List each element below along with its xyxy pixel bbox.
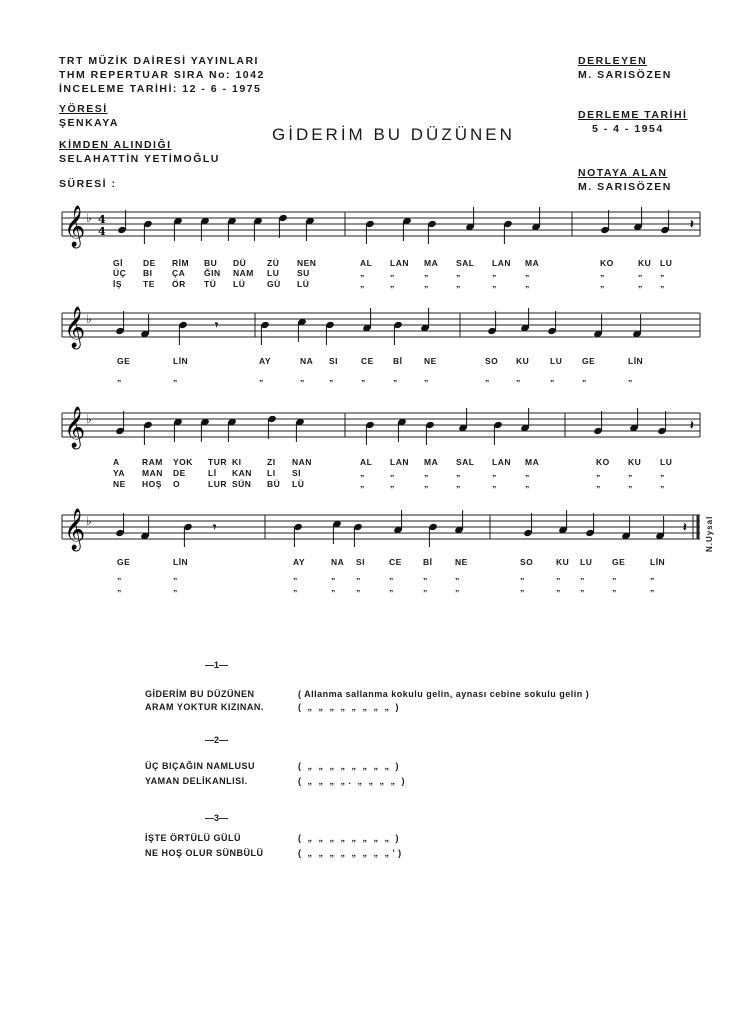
lyric-syllable: LAN [390,457,409,467]
lyric-syllable: LİN [173,557,189,567]
lyric-syllable: „ [492,268,497,278]
lyric-syllable: „ [650,571,655,581]
lyric-syllable: YA [113,468,126,478]
lyric-syllable: „ [389,583,394,593]
lyric-syllable: „ [456,279,461,289]
lyric-syllable: „ [360,279,365,289]
lyric-syllable: KI [232,457,242,467]
compiler-value: M. SARISÖZEN [578,69,672,81]
lyric-syllable: CE [389,557,402,567]
lyric-syllable: „ [360,468,365,478]
lyric-syllable: Bİ [393,356,403,366]
lyric-syllable: RAM [142,457,163,467]
lyric-syllable: ĞIN [204,268,221,278]
lyric-syllable: „ [259,373,264,383]
lyric-syllable: ZI [267,457,276,467]
lyric-syllable: ZÜ [267,258,280,268]
lyric-syllable: MA [525,258,540,268]
lyric-syllable: „ [393,373,398,383]
lyric-syllable: „ [596,468,601,478]
lyric-syllable: „ [525,468,530,478]
verse-text: ÜÇ BIÇAĞIN NAMLUSU [145,761,255,771]
rest-symbol: 𝄽 [690,217,694,231]
verse-number: —1— [205,660,229,670]
verse-text: ( „ „ „ „ „ „ „ „ ' ) [298,848,402,858]
verse-text: NE HOŞ OLUR SÜNBÜLÜ [145,848,264,858]
lyric-syllable: „ [456,268,461,278]
lyric-syllable: „ [660,279,665,289]
verse-text: ( „ „ „ „ „ „ „ „ ) [298,833,400,843]
lyric-syllable: SI [292,468,302,478]
lyric-syllable: LÜ [297,279,310,289]
lyric-syllable: „ [612,583,617,593]
verse-number: —2— [205,735,229,745]
lyric-syllable: SAL [456,457,475,467]
treble-clef: 𝄞 [64,206,86,247]
lyric-syllable: „ [424,268,429,278]
source-value: SELAHATTİN YETİMOĞLU [59,153,220,165]
lyric-syllable: „ [331,571,336,581]
lyric-syllable: „ [361,373,366,383]
lyric-syllable: „ [360,479,365,489]
lyric-syllable: GE [582,356,596,366]
lyric-syllable: „ [660,479,665,489]
lyric-syllable: GE [117,356,131,366]
lyric-syllable: KAN [232,468,252,478]
lyric-syllable: „ [455,571,460,581]
lyric-syllable: „ [424,279,429,289]
lyric-syllable: LU [550,356,563,366]
lyric-syllable: „ [516,373,521,383]
lyric-syllable: İŞ [113,279,123,289]
lyric-syllable: LI [267,468,276,478]
lyric-syllable: LİN [650,557,666,567]
lyric-syllable: MA [424,258,439,268]
lyric-syllable: NA [300,356,314,366]
rest-symbol: 𝄾 [215,318,219,332]
lyric-syllable: DE [173,468,186,478]
lyric-syllable: ÜÇ [113,268,127,278]
lyric-syllable: LÜ [233,279,246,289]
lyric-syllable: NE [455,557,468,567]
duration-label: SÜRESİ : [59,178,117,190]
lyric-syllable: KO [596,457,610,467]
verse-text: GİDERİM BU DÜZÜNEN [145,689,255,699]
lyric-syllable: LU [267,268,280,278]
lyric-syllable: SO [520,557,534,567]
compiler-label: DERLEYEN [578,55,648,67]
key-flat: ♭ [86,412,92,426]
lyric-syllable: KU [628,457,642,467]
treble-clef: 𝄞 [64,509,86,550]
lyric-syllable: MA [424,457,439,467]
verse-text: ( Allanma sallanma kokulu gelin, aynası cebine sokulu gelin ) [298,689,590,699]
lyric-syllable: NE [113,479,126,489]
lyric-syllable: Lİ [208,468,217,478]
lyric-syllable: „ [117,373,122,383]
lyric-syllable: „ [424,468,429,478]
lyric-syllable: Bİ [423,557,433,567]
lyric-syllable: „ [331,583,336,593]
region-value: ŞENKAYA [59,117,119,129]
lyric-syllable: „ [300,373,305,383]
notation-label: NOTAYA ALAN [578,167,668,179]
lyric-syllable: „ [520,583,525,593]
lyric-syllable: „ [293,571,298,581]
lyric-syllable: „ [492,479,497,489]
lyric-syllable: „ [424,479,429,489]
lyric-syllable: NAM [233,268,254,278]
lyric-syllable: „ [492,279,497,289]
lyric-syllable: AY [259,356,272,366]
time-signature-top: 4 [98,213,106,226]
verse-text: ( „ „ „ „ „ „ „ „ ) [298,702,400,712]
lyric-syllable: „ [580,583,585,593]
lyric-syllable: „ [117,571,122,581]
key-flat: ♭ [86,312,92,326]
source-label: KİMDEN ALINDIĞI [59,139,172,151]
lyric-syllable: NE [424,356,437,366]
lyric-syllable: „ [628,479,633,489]
lyric-syllable: „ [525,268,530,278]
lyric-syllable: „ [638,268,643,278]
lyric-syllable: „ [423,571,428,581]
treble-clef: 𝄞 [64,307,86,348]
lyric-syllable: „ [628,373,633,383]
lyric-syllable: „ [520,571,525,581]
lyric-syllable: „ [173,571,178,581]
lyric-syllable: „ [485,373,490,383]
compile-date-value: 5 - 4 - 1954 [592,123,664,135]
review-date: İNCELEME TARİHİ: 12 - 6 - 1975 [59,83,262,95]
lyric-syllable: NA [331,557,345,567]
lyric-syllable: GÜ [267,279,281,289]
time-signature-bottom: 4 [98,225,106,238]
key-flat: ♭ [86,514,92,528]
lyric-syllable: LİN [628,356,644,366]
lyric-syllable: „ [556,583,561,593]
verse-number: —3— [205,813,229,823]
lyric-syllable: SI [356,557,366,567]
lyric-syllable: „ [329,373,334,383]
lyric-syllable: LU [660,457,673,467]
lyric-syllable: „ [456,468,461,478]
lyric-syllable: DÜ [233,258,247,268]
verse-text: İŞTE ÖRTÜLÜ GÜLÜ [145,833,241,843]
lyric-syllable: „ [550,373,555,383]
lyric-syllable: ÖR [172,279,186,289]
lyric-syllable: RİM [172,258,190,268]
lyric-syllable: MAN [142,468,163,478]
lyric-syllable: LİN [173,356,189,366]
key-flat: ♭ [86,211,92,225]
lyric-syllable: LAN [390,258,409,268]
lyric-syllable: „ [600,279,605,289]
lyric-syllable: LU [580,557,593,567]
lyric-syllable: SO [485,356,499,366]
lyric-syllable: „ [456,479,461,489]
lyric-syllable: „ [455,583,460,593]
lyric-syllable: LÜ [292,479,305,489]
notation-value: M. SARISÖZEN [578,181,672,193]
lyric-syllable: AL [360,258,373,268]
lyric-syllable: „ [628,468,633,478]
lyric-syllable: MA [525,457,540,467]
lyric-syllable: TUR [208,457,227,467]
lyric-syllable: GE [612,557,626,567]
lyric-syllable: HOŞ [142,479,162,489]
verse-text: YAMAN DELİKANLISI. [145,776,248,786]
compile-date-label: DERLEME TARİHİ [578,109,688,121]
lyric-syllable: KU [556,557,570,567]
lyric-syllable: „ [638,279,643,289]
lyric-syllable: „ [650,583,655,593]
lyric-syllable: LU [660,258,673,268]
treble-clef: 𝄞 [64,407,86,448]
lyric-syllable: DE [143,258,156,268]
lyric-syllable: „ [173,373,178,383]
lyric-syllable: „ [596,479,601,489]
rest-symbol: 𝄾 [213,520,217,534]
verse-text: ARAM YOKTUR KIZINAN. [145,702,264,712]
rest-symbol: 𝄽 [690,418,694,432]
lyric-syllable: KU [638,258,652,268]
lyric-syllable: „ [390,479,395,489]
lyric-syllable: AY [293,557,306,567]
lyric-syllable: KU [516,356,530,366]
verse-text: ( „ „ „ „ „ „ „ „ ) [298,761,400,771]
lyric-syllable: BÜ [267,479,281,489]
lyric-syllable: „ [556,571,561,581]
lyric-syllable: NAN [292,457,312,467]
lyric-syllable: „ [424,373,429,383]
lyric-syllable: AL [360,457,373,467]
lyric-syllable: „ [525,479,530,489]
lyric-syllable: „ [660,268,665,278]
lyric-syllable: CE [361,356,374,366]
lyric-syllable: „ [525,279,530,289]
lyric-syllable: „ [390,268,395,278]
lyric-syllable: O [173,479,181,489]
lyric-syllable: BU [204,258,218,268]
repertoire-number: THM REPERTUAR SIRA No: 1042 [59,69,265,81]
verse-text: ( „ „ „ „ . „ „ „ „ ) [298,776,406,786]
lyric-syllable: „ [356,571,361,581]
lyric-syllable: Gİ [113,258,123,268]
lyric-syllable: „ [293,583,298,593]
lyric-syllable: SÜN [232,479,252,489]
lyric-syllable: YOK [173,457,193,467]
lyric-syllable: „ [612,571,617,581]
lyric-syllable: SAL [456,258,475,268]
rest-symbol: 𝄽 [683,520,687,534]
lyric-syllable: „ [356,583,361,593]
lyric-syllable: „ [117,583,122,593]
lyric-syllable: TÜ [204,279,217,289]
publisher-line: TRT MÜZİK DAİRESİ YAYINLARI [59,55,259,67]
lyric-syllable: SU [297,268,310,278]
lyric-syllable: LUR [208,479,227,489]
lyric-syllable: „ [389,571,394,581]
lyric-syllable: „ [390,468,395,478]
lyric-syllable: A [113,457,120,467]
lyric-syllable: „ [173,583,178,593]
lyric-syllable: LAN [492,457,511,467]
copyist-signature: N.Uysal [705,515,714,552]
lyric-syllable: „ [492,468,497,478]
lyric-syllable: „ [582,373,587,383]
lyric-syllable: SI [329,356,339,366]
lyric-syllable: „ [660,468,665,478]
lyric-syllable: BI [143,268,153,278]
lyric-syllable: TE [143,279,155,289]
lyric-syllable: „ [360,268,365,278]
lyric-syllable: LAN [492,258,511,268]
lyric-syllable: „ [580,571,585,581]
lyric-syllable: NEN [297,258,317,268]
song-title: GİDERİM BU DÜZÜNEN [272,125,515,144]
lyric-syllable: „ [600,268,605,278]
lyric-syllable: KO [600,258,614,268]
region-label: YÖRESİ [59,103,108,115]
lyric-syllable: „ [423,583,428,593]
lyric-syllable: GE [117,557,131,567]
lyric-syllable: „ [390,279,395,289]
lyric-syllable: ÇA [172,268,186,278]
